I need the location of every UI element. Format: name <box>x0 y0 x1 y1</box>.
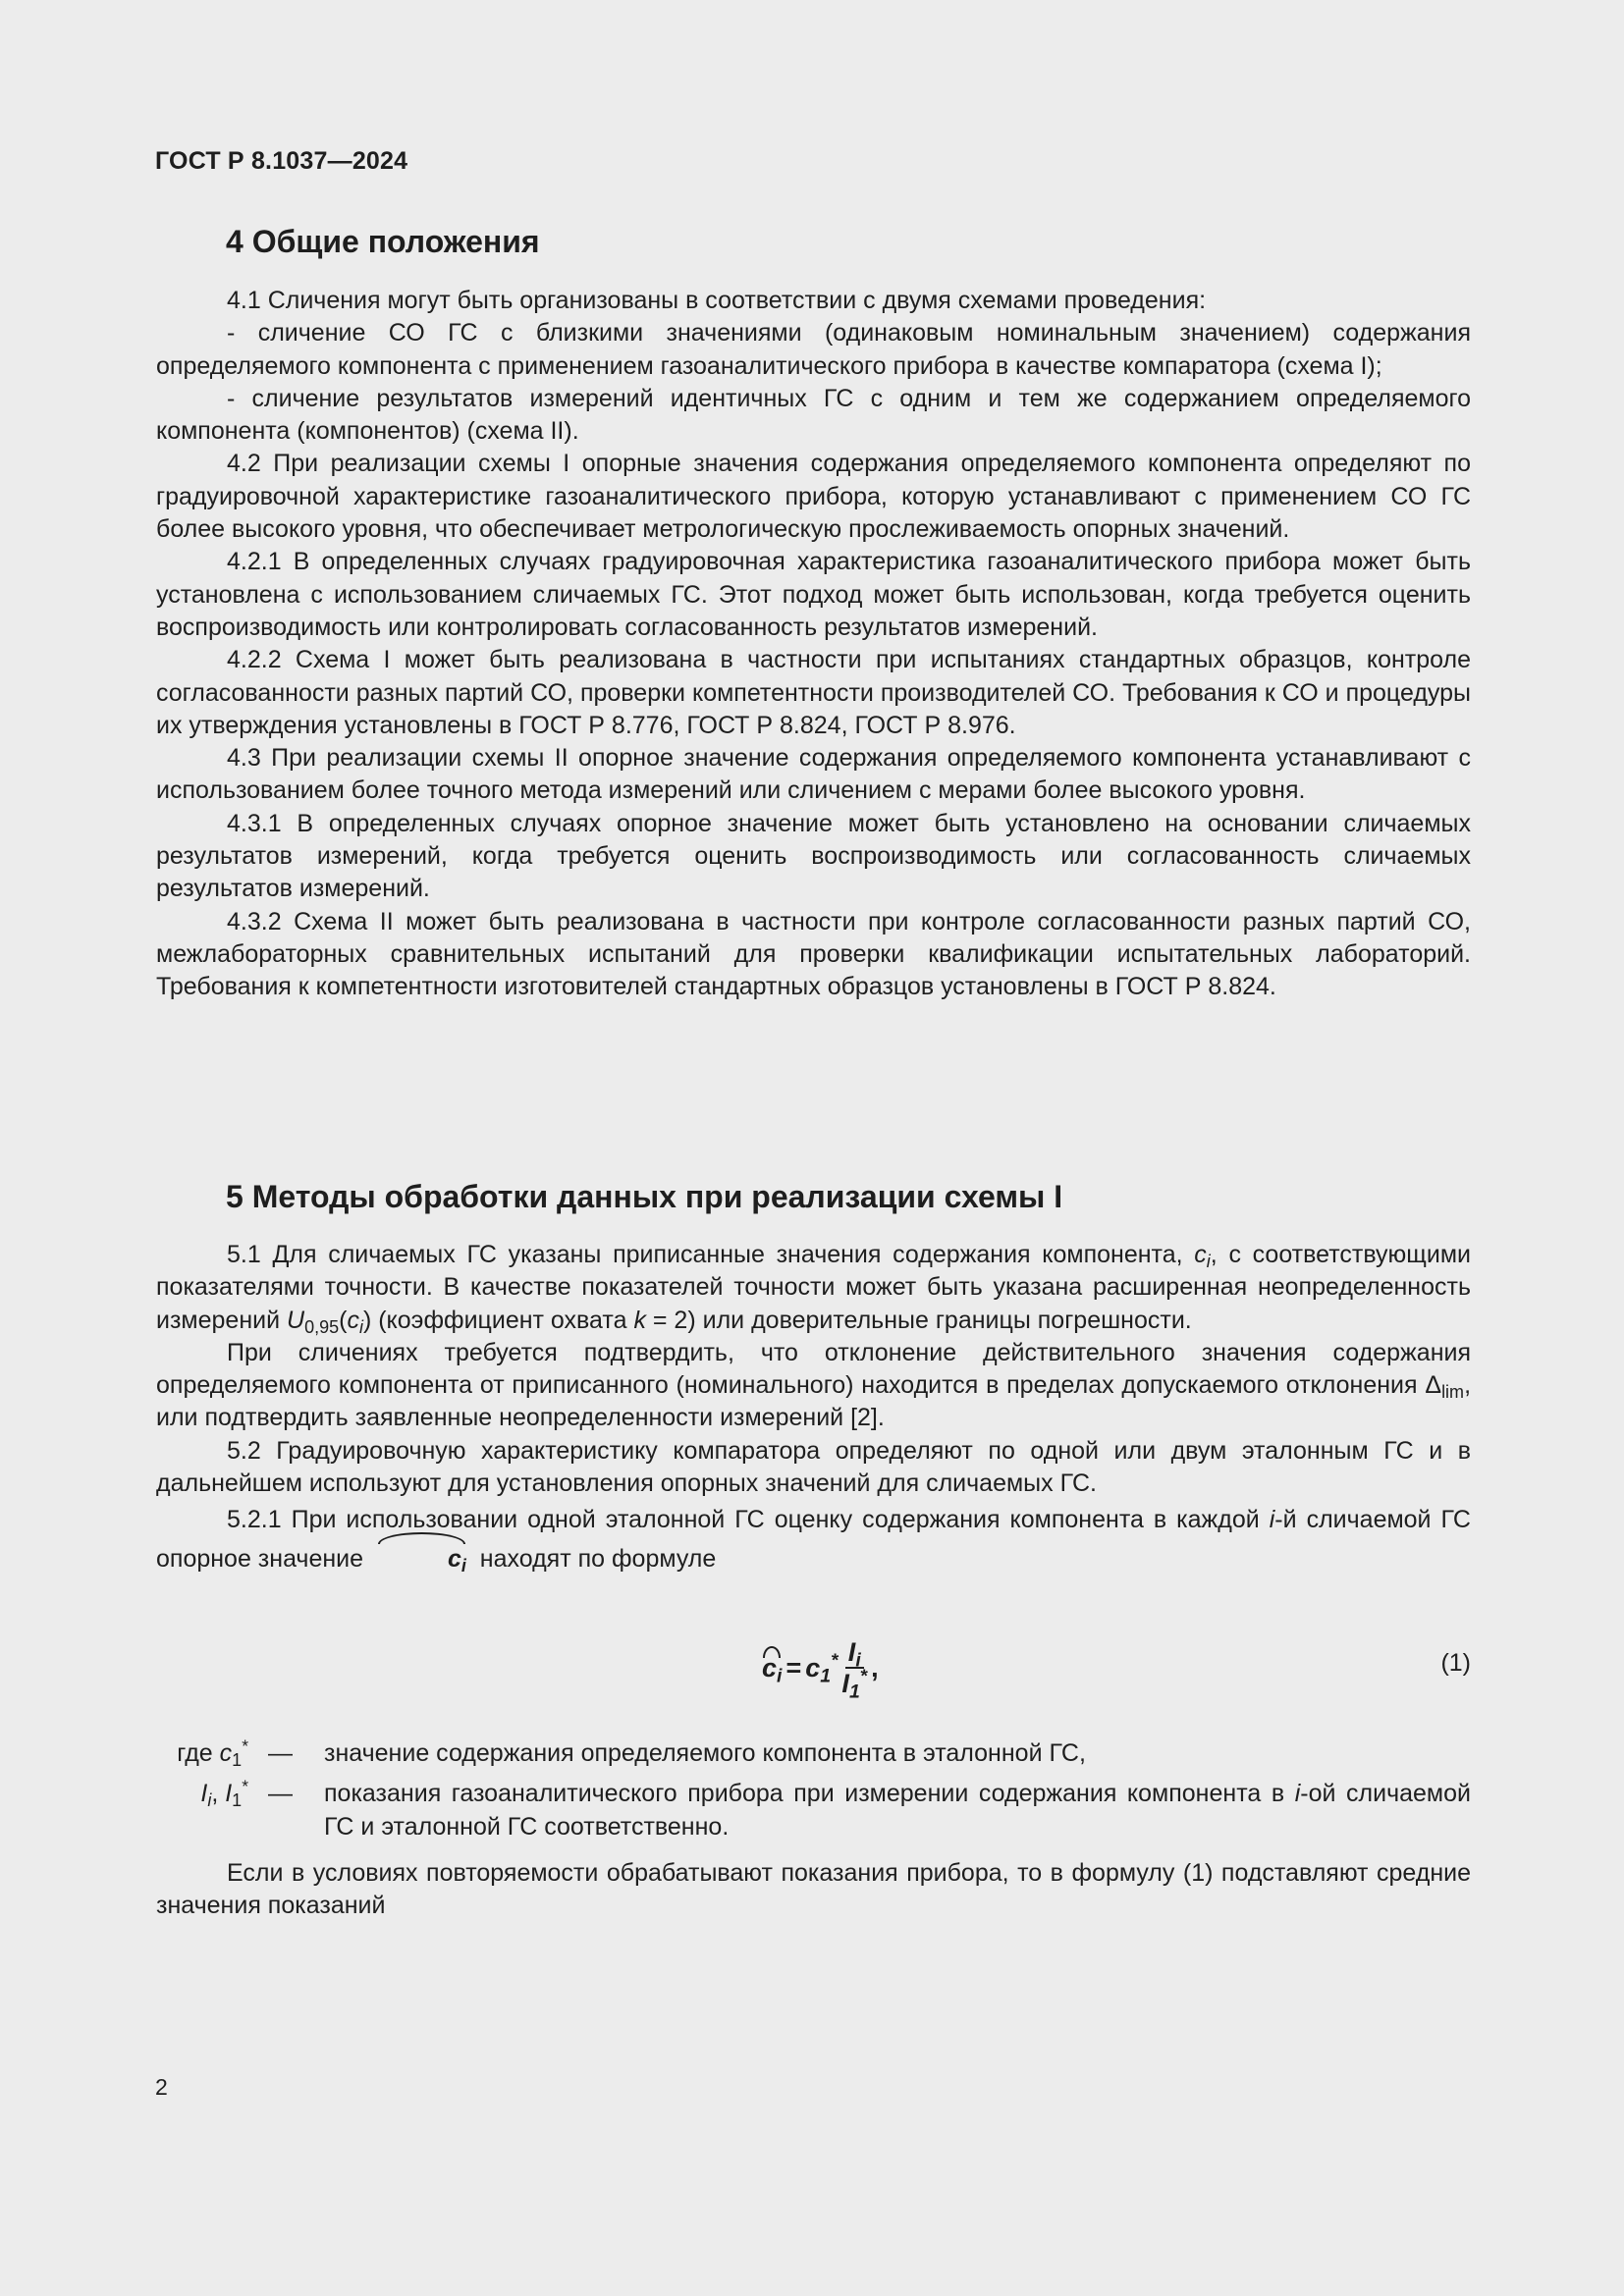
paragraph-4-3: 4.3 При реализации схемы II опорное значение содержания определяемого компонента устанавливают с использованием более точного метода измерений или сличением с мерами более высокого уровня. <box>156 744 1471 805</box>
definition-I: $I_i$, $I_1^*$ — показания газоаналитического прибора при измерении содержания компонента в i-ой сличаемой ГС и эталонной ГС соответственно. <box>200 1776 1471 1841</box>
formula-1 <box>156 1629 1471 1708</box>
formula-expression: $c_i$ = $c_1^*$ $\frac{I_i}{I_1^*}$ , <box>762 1637 879 1703</box>
paragraph-4-1: 4.1 Сличения могут быть организованы в соответствии с двумя схемами проведения: <box>227 287 1207 314</box>
section-4-title: 4 Общие положения <box>226 224 540 259</box>
closing-paragraph: Если в условиях повторяемости обрабатывают показания прибора, то в формулу (1) подставляют средние значения показаний <box>156 1859 1471 1920</box>
formula-definitions <box>156 1737 1471 1851</box>
paragraph-4-3-1: 4.3.1 В определенных случаях опорное значение может быть установлено на основании сличаемых результатов измерений, когда требуется оценить воспроизводимость или согласованность сличаемых результатов измерений. <box>156 809 1471 903</box>
formula-fraction: $\frac{I_i}{I_1^*}$ <box>841 1637 868 1703</box>
paragraph-5-1: 5.1 Для сличаемых ГС указаны приписанные значения содержания компонента, $c_i$, с соответствующими показателями точности. В качестве показателей точности может быть указана расширенная неопределенность измерений $U_{0,95}(c_i)$ (коэффициент охвата k = 2) или доверительные границы погрешности. <box>156 1241 1471 1337</box>
list-item-scheme-2: - сличение результатов измерений идентичных ГС с одним и тем же содержанием определяемого компонента (компонентов) (схема II). <box>156 384 1471 446</box>
paragraph-4-3-2: 4.3.2 Схема II может быть реализована в частности при контроле согласованности разных партий СО, межлабораторных сравнительных испытаний для проверки квалификации испытательных лабораторий. Требования к компетентности изготовителей стандартных образцов установлены в ГОСТ Р 8.824. <box>156 907 1471 1001</box>
list-item-scheme-1: - сличение СО ГС с близкими значениями (одинаковым номинальным значением) содержания определяемого компонента с применением газоаналитического прибора в качестве компаратора (схема I); <box>156 319 1471 380</box>
formula-number: (1) <box>1440 1649 1471 1677</box>
section-4-body <box>156 285 1471 1004</box>
paragraph-5-2: 5.2 Градуировочную характеристику компаратора определяют по одной или двум эталонным ГС и в дальнейшем используют для установления опорных значений для сличаемых ГС. <box>156 1436 1471 1498</box>
section-5-body <box>156 1239 1471 1578</box>
definition-c1: где $c_1^*$ — значение содержания определяемого компонента в эталонной ГС, <box>177 1735 1086 1771</box>
paragraph-4-2: 4.2 При реализации схемы I опорные значения содержания определяемого компонента определяют по градуировочной характеристике газоаналитического прибора, которую устанавливают с применением СО ГС более высокого уровня, что обеспечивает метрологическую прослеживаемость опорных значений. <box>156 450 1471 544</box>
paragraph-4-2-2: 4.2.2 Схема I может быть реализована в частности при испытаниях стандартных образцов, контроле согласованности разных партий СО, проверки компетентности производителей СО. Требования к СО и процедуры их утверждения установлены в ГОСТ Р 8.776, ГОСТ Р 8.824, ГОСТ Р 8.976. <box>156 646 1471 739</box>
c-hat-symbol: $c_i$ <box>377 1539 466 1578</box>
paragraph-4-2-1: 4.2.1 В определенных случаях градуировочная характеристика газоаналитического прибора может быть установлена с использованием сличаемых ГС. Этот подход может быть использован, когда требуется оценить воспроизводимость или контролировать согласованность результатов измерений. <box>156 548 1471 641</box>
page-number: 2 <box>155 2074 168 2100</box>
paragraph-5-2-1: 5.2.1 При использовании одной эталонной ГС оценку содержания компонента в каждой i-й сличаемой ГС опорное значение $c_i$ находят по формуле <box>156 1500 1471 1578</box>
document-id-header: ГОСТ Р 8.1037—2024 <box>155 147 408 175</box>
paragraph-deviation: При сличениях требуется подтвердить, что отклонение действительного значения содержания определяемого компонента от приписанного (номинального) находится в пределах допускаемого отклонения $\Delta_{lim}$, или подтвердить заявленные неопределенности измерений [2]. <box>156 1338 1472 1432</box>
section-5-title: 5 Методы обработки данных при реализации схемы I <box>226 1179 1063 1214</box>
